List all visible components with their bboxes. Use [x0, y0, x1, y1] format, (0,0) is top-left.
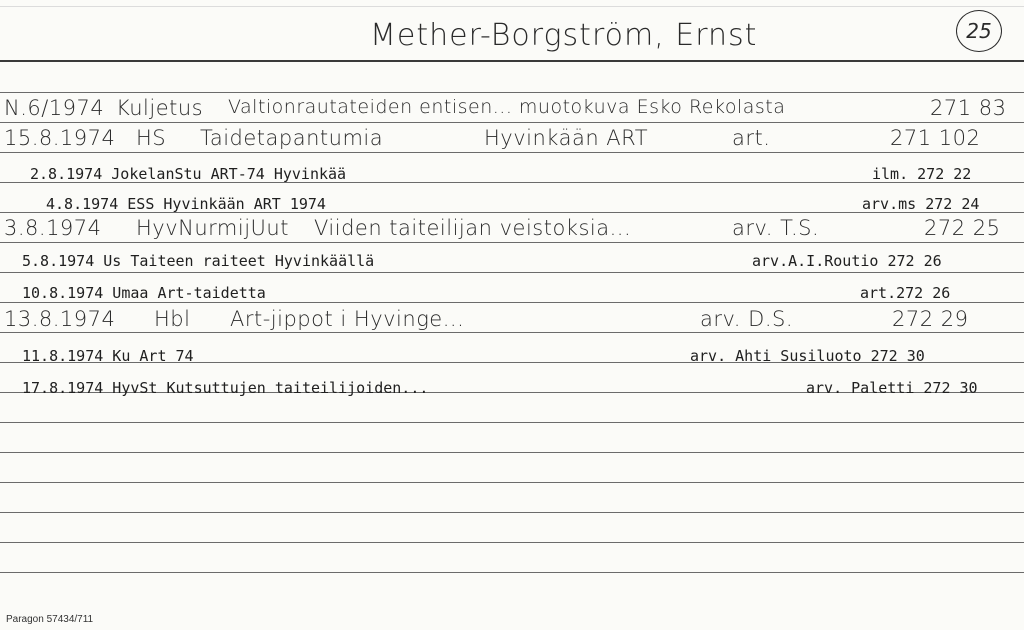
ruled-line: [0, 242, 1024, 243]
card-footer-print: Paragon 57434/711: [6, 614, 94, 625]
ruled-line: [0, 572, 1024, 573]
entry-source: Kuljetus: [116, 96, 204, 120]
entry-note: arv. D.S.: [700, 307, 794, 331]
typed-entry-ref: arv.A.I.Routio 272 26: [752, 252, 942, 270]
entry-ref: 272 25: [924, 216, 1001, 240]
entry-date: 3.8.1974: [4, 216, 102, 240]
entry-text: Art-jippot i Hyvinge...: [230, 307, 465, 331]
typed-entry: 2.8.1974 JokelanStu ART-74 Hyvinkää: [30, 165, 347, 183]
entry-note: arv. T.S.: [732, 216, 820, 240]
typed-entry-ref: arv. Paletti 272 30: [806, 379, 978, 397]
entry-text: Viiden taiteilijan veistoksia...: [314, 216, 632, 240]
top-edge-line: [0, 6, 1024, 7]
typed-entry: 4.8.1974 ESS Hyvinkään ART 1974: [46, 195, 326, 213]
typed-entry-ref: arv.ms 272 24: [862, 195, 980, 213]
ruled-line: [0, 512, 1024, 513]
typed-entry: 5.8.1974 Us Taiteen raiteet Hyvinkäällä: [22, 252, 375, 270]
typed-entry: 10.8.1974 Umaa Art-taidetta: [22, 284, 266, 302]
card-title: Mether-Borgström, Ernst: [370, 18, 758, 53]
ruled-line: [0, 332, 1024, 333]
entry-ref: 271 83: [930, 96, 1007, 120]
entry-ref: 271 102: [890, 126, 981, 150]
ruled-line: [0, 452, 1024, 453]
card-number-circle: [956, 10, 1002, 52]
ruled-line: [0, 122, 1024, 123]
entry-text: Taidetapantumia: [200, 126, 384, 150]
entry-text: Valtionrautateiden entisen... muotokuva Esko Rekolasta: [228, 96, 786, 118]
ruled-line: [0, 272, 1024, 273]
typed-entry: 11.8.1974 Ku Art 74: [22, 347, 194, 365]
entry-ref: 272 29: [892, 307, 969, 331]
ruled-line: [0, 92, 1024, 93]
title-rule: [0, 60, 1024, 62]
ruled-line: [0, 302, 1024, 303]
entry-text-2: Hyvinkään ART: [484, 126, 649, 150]
entry-date: 15.8.1974: [4, 126, 116, 150]
typed-entry-ref: ilm. 272 22: [872, 165, 972, 183]
ruled-line: [0, 152, 1024, 153]
ruled-line: [0, 482, 1024, 483]
entry-date: 13.8.1974: [4, 307, 116, 331]
typed-entry-ref: arv. Ahti Susiluoto 272 30: [690, 347, 925, 365]
typed-entry: 17.8.1974 HyvSt Kutsuttujen taiteilijoiden...: [22, 379, 429, 397]
entry-date: N.6/1974: [4, 96, 105, 120]
entry-source: HS: [136, 126, 167, 150]
card-number: 25: [966, 19, 992, 43]
entry-note: art.: [732, 126, 771, 150]
entry-source: Hbl: [154, 307, 191, 331]
entry-source: HyvNurmijUut: [136, 216, 289, 240]
ruled-line: [0, 542, 1024, 543]
ruled-line: [0, 422, 1024, 423]
typed-entry-ref: art.272 26: [860, 284, 951, 302]
